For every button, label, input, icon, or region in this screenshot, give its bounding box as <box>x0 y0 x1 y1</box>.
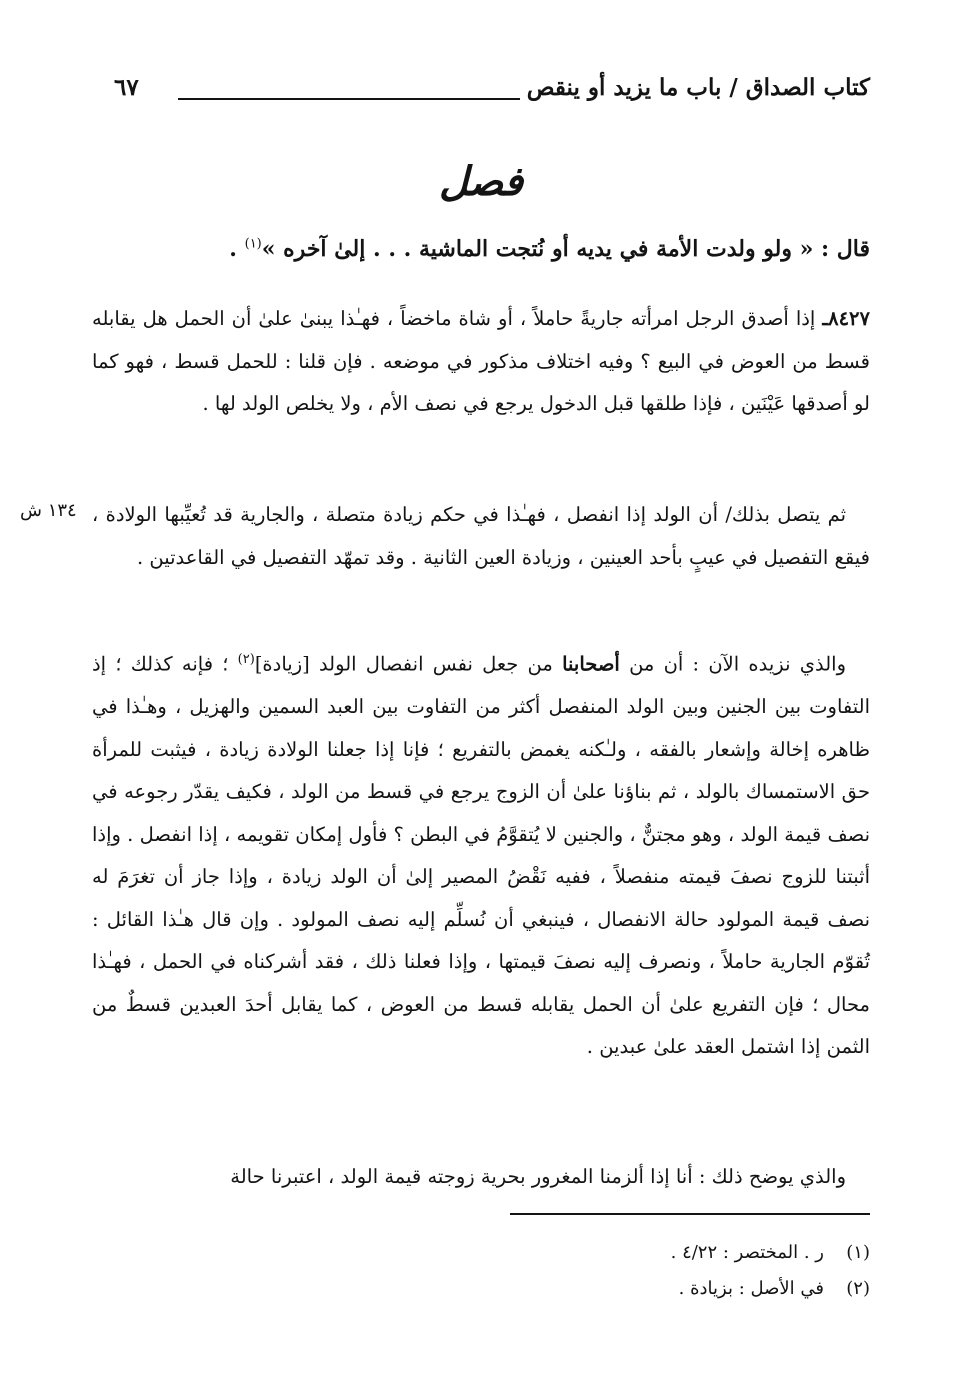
header-rule <box>178 98 520 100</box>
paragraph-text: والذي يوضح ذلك : أنا إذا ألزمنا المغرور بحرية زوجته قيمة الولد ، اعتبرنا حالة <box>230 1165 846 1188</box>
footnote-1 <box>110 1242 870 1263</box>
footnote-ref-2: (٢) <box>237 652 255 667</box>
page-number: ٦٧ <box>114 74 139 101</box>
footnote-number: (١) <box>846 1242 870 1263</box>
quote-text: قال : « ولو ولدت الأمة في يديه أو نُتجت الماشية . . . إلىٰ آخره » <box>261 236 870 262</box>
footnote-number: (٢) <box>846 1278 870 1299</box>
footnote-rule <box>510 1213 870 1215</box>
footnote-text: في الأصل : بزيادة . <box>678 1278 824 1299</box>
footnote-ref-1: (١) <box>244 236 262 252</box>
paragraph-text-mid: من جعل نفس انفصال الولد [زيادة] <box>254 652 563 676</box>
footnote-text: ر . المختصر : ٤/٢٢ . <box>670 1242 824 1263</box>
quoted-text-line <box>90 236 870 262</box>
running-header-title: كتاب الصداق / باب ما يزيد أو ينقص <box>526 74 870 101</box>
margin-folio-note: ١٣٤ ش <box>20 500 77 521</box>
paragraph-3 <box>92 639 870 1069</box>
paragraph-4 <box>92 1156 870 1199</box>
paragraph-text-end: ؛ فإنه كذلك ؛ إذ التفاوت بين الجنين وبين الولد المنفصل أكثر من التفاوت بين العبد السمين والهزيل ، وهـٰذا في ظاهره إخالة وإشعار بالفقه ، ولـٰكنه يغمض بالتفريع ؛ فإنا إذا جعلنا الولادة زيادة ، فيثبت للمرأة حق الاستمساك بالولد ، ثم بناؤنا علىٰ أن الزوج يرجع في قسط من الولد ، فكيف يقدّر رجوعه في نصف قيمة الولد ، وهو مجتنٌّ ، والجنين لا يُتقوَّمُ في البطن ؟ فأول إمكان تقويمه ، إذا انفصل . وإذا أثبتنا للزوج نصفَ قيمته منفصلاً ، ففيه نَقْضُ المصير إلىٰ أن الولد زيادة ، وإذا جاز أن تغرَمَ له نصف قيمة المولود حالة الانفصال ، فينبغي أن نُسلِّم إليه نصف المولود . وإن قال هـٰذا القائل : تُقوّم الجارية حاملاً ، ونصرف إليه نصفَ قيمتها ، وإذا فعلنا ذلك ، فقد أشركناه في الحمل ، فهـٰذا محال ؛ فإن التفريع علىٰ أن الحمل يقابله قسط من العوض ، كما يقابل أحدَ العبدين قسطٌ من الثمن إذا اشتمل العقد علىٰ عبدين . <box>92 652 870 1058</box>
footnote-2 <box>110 1278 870 1299</box>
paragraph-2 <box>92 494 870 579</box>
emphasized-word: أصحابنا <box>562 652 620 676</box>
paragraph-8427 <box>92 298 870 426</box>
paragraph-text: ثم يتصل بذلك/ أن الولد إذا انفصل ، فهـٰذا في حكم زيادة متصلة ، والجارية قد تُعيِّبها الولادة ، فيقع التفصيل في عيبٍ بأحد العينين ، وزيادة العين الثانية . وقد تمهّد التفصيل في القاعدتين . <box>92 503 870 569</box>
paragraph-text-start: والذي نزيده الآن : أن من <box>619 652 846 676</box>
quote-end: . <box>229 236 245 262</box>
section-heading: فصل <box>438 158 524 205</box>
paragraph-text: إذا أصدق الرجل امرأته جاريةً حاملاً ، أو شاة ماخضاً ، فهـٰذا يبنىٰ علىٰ أن الحمل هل يقابله قسط من العوض في البيع ؟ وفيه اختلاف مذكور في موضعه . فإن قلنا : للحمل قسط ، فهو كما لو أصدقها عَيْنَين ، فإذا طلقها قبل الدخول يرجع في نصف الأم ، ولا يخلص الولد لها . <box>92 307 870 415</box>
paragraph-number: ٨٤٢٧ـ <box>822 307 870 330</box>
